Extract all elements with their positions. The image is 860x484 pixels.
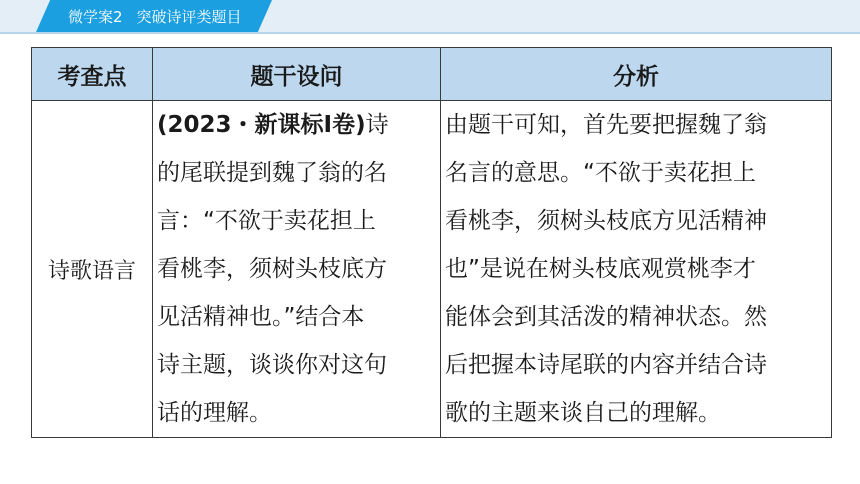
table-row	[32, 101, 832, 438]
table-header-row	[32, 48, 832, 101]
question-cell	[153, 101, 441, 438]
analysis-table	[31, 47, 832, 438]
top-bar	[0, 0, 860, 34]
question-line: 的尾联提到魏了翁的名	[157, 160, 387, 186]
question-line: 话的理解。	[157, 400, 272, 426]
analysis-line: 由题干可知，首先要把握魏了翁	[445, 112, 767, 138]
lesson-tab-text	[68, 6, 242, 27]
question-line: 看桃李，须树头枝底方	[157, 256, 387, 282]
analysis-line: 歌的主题来谈自己的理解。	[445, 400, 721, 426]
topic-label: 突破诗评类题目	[136, 8, 242, 26]
question-line: 见活精神也。”结合本	[157, 304, 365, 330]
question-line: 诗主题，谈谈你对这句	[157, 352, 387, 378]
analysis-line: 后把握本诗尾联的内容并结合诗	[445, 352, 767, 378]
question-source: (2023・新课标Ⅰ卷)	[157, 112, 366, 138]
header-cell-focus: 考查点	[32, 48, 153, 101]
category-cell: 诗歌语言	[32, 101, 153, 438]
analysis-line: 也”是说在树头枝底观赏桃李才	[445, 256, 756, 282]
question-line-text: 诗	[365, 112, 389, 138]
lesson-label: 微学案2	[68, 8, 123, 26]
question-line	[157, 101, 436, 149]
top-bar-underline	[0, 32, 860, 34]
question-line: 言：“不欲于卖花担上	[157, 208, 376, 234]
analysis-line: 看桃李，须树头枝底方见活精神	[445, 208, 767, 234]
analysis-cell	[441, 101, 832, 438]
analysis-line: 能体会到其活泼的精神状态。然	[445, 304, 767, 330]
analysis-line: 名言的意思。“不欲于卖花担上	[445, 160, 756, 186]
header-cell-question: 题干设问	[153, 48, 441, 101]
header-cell-analysis: 分析	[441, 48, 832, 101]
